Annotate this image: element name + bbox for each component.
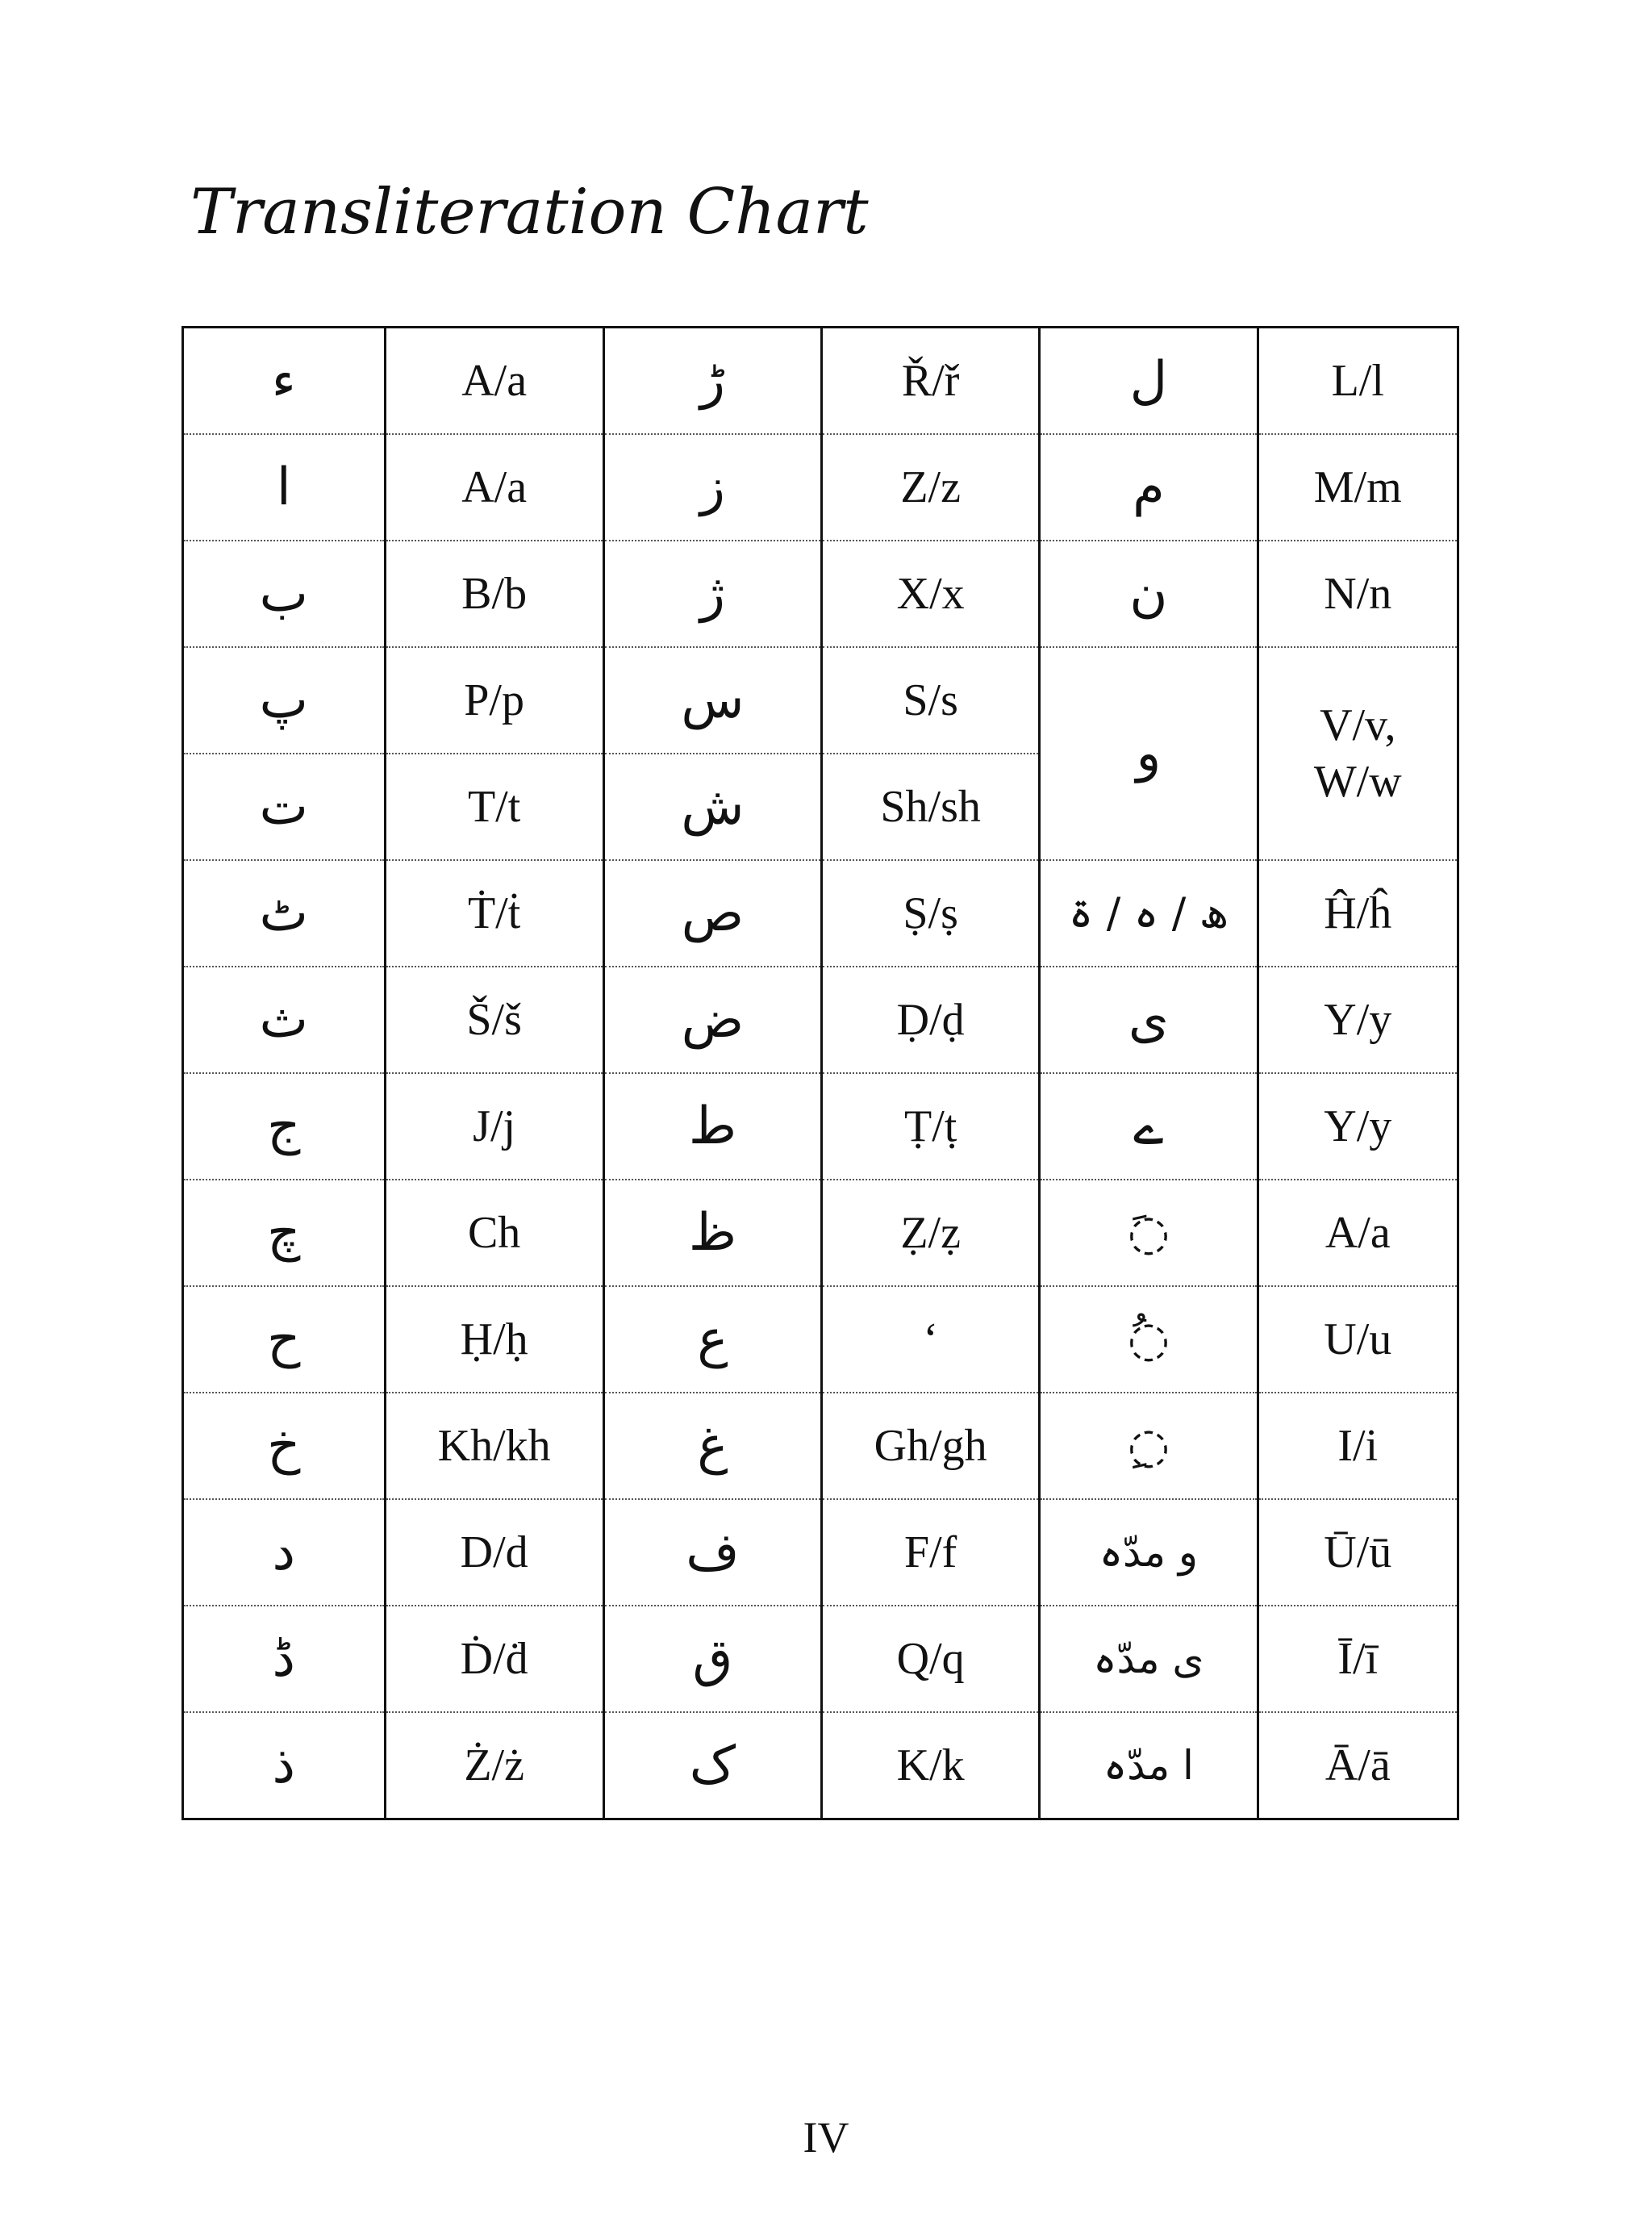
transliteration-cell: Š/š [385, 967, 603, 1073]
table-row [183, 1073, 1458, 1180]
diacritic-cell: ◌َ [1040, 1180, 1258, 1286]
urdu-letter-cell: ا [183, 434, 386, 541]
urdu-letter-cell: ذ [183, 1712, 386, 1819]
table-row [183, 860, 1458, 967]
urdu-letter-cell: س [603, 647, 821, 754]
transliteration-cell: Ch [385, 1180, 603, 1286]
transliteration-cell: X/x [822, 541, 1040, 647]
transliteration-cell: Ū/ū [1258, 1499, 1458, 1606]
transliteration-cell: Kh/kh [385, 1393, 603, 1499]
urdu-letter-cell: ڈ [183, 1606, 386, 1712]
transliteration-cell: Ḍ/ḍ [822, 967, 1040, 1073]
transliteration-cell: ‘ [822, 1286, 1040, 1393]
urdu-letter-cell: ب [183, 541, 386, 647]
urdu-letter-cell: ھ / ہ / ۃ [1040, 860, 1258, 967]
transliteration-cell: K/k [822, 1712, 1040, 1819]
transliteration-cell: Sh/sh [822, 754, 1040, 860]
transliteration-cell: Gh/gh [822, 1393, 1040, 1499]
urdu-letter-cell: ی مدّہ [1040, 1606, 1258, 1712]
table-row [183, 1393, 1458, 1499]
table-row [183, 967, 1458, 1073]
table-row [183, 1180, 1458, 1286]
urdu-letter-cell: خ [183, 1393, 386, 1499]
transliteration-cell: Ż/ż [385, 1712, 603, 1819]
transliteration-cell: Y/y [1258, 1073, 1458, 1180]
urdu-letter-cell: م [1040, 434, 1258, 541]
urdu-letter-cell: ٹ [183, 860, 386, 967]
transliteration-cell: Ẓ/ẓ [822, 1180, 1040, 1286]
transliteration-cell: P/p [385, 647, 603, 754]
transliteration-cell: Ĥ/ĥ [1258, 860, 1458, 967]
transliteration-cell: A/a [385, 328, 603, 435]
transliteration-cell: B/b [385, 541, 603, 647]
urdu-letter-cell: ج [183, 1073, 386, 1180]
table-row [183, 434, 1458, 541]
table-row [183, 1499, 1458, 1606]
transliteration-cell: Ḋ/ḋ [385, 1606, 603, 1712]
transliteration-cell: Ř/ř [822, 328, 1040, 435]
urdu-letter-cell: ژ [603, 541, 821, 647]
diacritic-cell: ◌ُ [1040, 1286, 1258, 1393]
transliteration-cell: J/j [385, 1073, 603, 1180]
page-title: Transliteration Chart [190, 176, 869, 249]
table-row [183, 541, 1458, 647]
transliteration-cell: Z/z [822, 434, 1040, 541]
table-row [183, 328, 1458, 435]
urdu-letter-cell: د [183, 1499, 386, 1606]
urdu-letter-cell: ک [603, 1712, 821, 1819]
transliteration-cell: Ī/ī [1258, 1606, 1458, 1712]
urdu-letter-cell: ی [1040, 967, 1258, 1073]
urdu-letter-cell: پ [183, 647, 386, 754]
urdu-letter-cell: ص [603, 860, 821, 967]
transliteration-cell: N/n [1258, 541, 1458, 647]
urdu-letter-cell: و مدّہ [1040, 1499, 1258, 1606]
urdu-letter-cell: ے [1040, 1073, 1258, 1180]
diacritic-cell: ◌ِ [1040, 1393, 1258, 1499]
urdu-letter-cell: ش [603, 754, 821, 860]
table-row [183, 1712, 1458, 1819]
transliteration-cell: Ṫ/ṫ [385, 860, 603, 967]
table-row [183, 647, 1458, 754]
transliteration-cell [1258, 647, 1458, 860]
transliteration-cell: I/i [1258, 1393, 1458, 1499]
transliteration-cell: Q/q [822, 1606, 1040, 1712]
table-row [183, 1606, 1458, 1712]
transliteration-cell: S/s [822, 647, 1040, 754]
transliteration-cell: T/t [385, 754, 603, 860]
urdu-letter-cell: ح [183, 1286, 386, 1393]
urdu-letter-cell: ن [1040, 541, 1258, 647]
transliteration-cell: F/f [822, 1499, 1040, 1606]
urdu-letter-cell: چ [183, 1180, 386, 1286]
urdu-letter-cell: ظ [603, 1180, 821, 1286]
urdu-letter-cell: ق [603, 1606, 821, 1712]
urdu-letter-cell: ف [603, 1499, 821, 1606]
transliteration-cell: U/u [1258, 1286, 1458, 1393]
urdu-letter-cell: ء [183, 328, 386, 435]
urdu-letter-cell: ل [1040, 328, 1258, 435]
transliteration-text: V/v, W/w [1313, 700, 1402, 807]
transliteration-cell: Ṭ/ṭ [822, 1073, 1040, 1180]
transliteration-table [181, 326, 1459, 1820]
urdu-letter-cell: ڑ [603, 328, 821, 435]
urdu-letter-cell: ع [603, 1286, 821, 1393]
page-number: IV [803, 2113, 849, 2162]
transliteration-cell: Y/y [1258, 967, 1458, 1073]
table-row [183, 1286, 1458, 1393]
transliteration-cell: L/l [1258, 328, 1458, 435]
urdu-letter-cell: ا مدّہ [1040, 1712, 1258, 1819]
urdu-letter-cell: غ [603, 1393, 821, 1499]
transliteration-cell: D/d [385, 1499, 603, 1606]
transliteration-cell: Ḥ/ḥ [385, 1286, 603, 1393]
urdu-letter-cell: و [1040, 647, 1258, 860]
urdu-letter-cell: ت [183, 754, 386, 860]
urdu-letter-cell: ط [603, 1073, 821, 1180]
transliteration-cell: Ṣ/ṣ [822, 860, 1040, 967]
transliteration-cell: Ā/ā [1258, 1712, 1458, 1819]
transliteration-cell: M/m [1258, 434, 1458, 541]
urdu-letter-cell: ث [183, 967, 386, 1073]
urdu-letter-cell: ز [603, 434, 821, 541]
transliteration-cell: A/a [385, 434, 603, 541]
urdu-letter-cell: ض [603, 967, 821, 1073]
transliteration-cell: A/a [1258, 1180, 1458, 1286]
